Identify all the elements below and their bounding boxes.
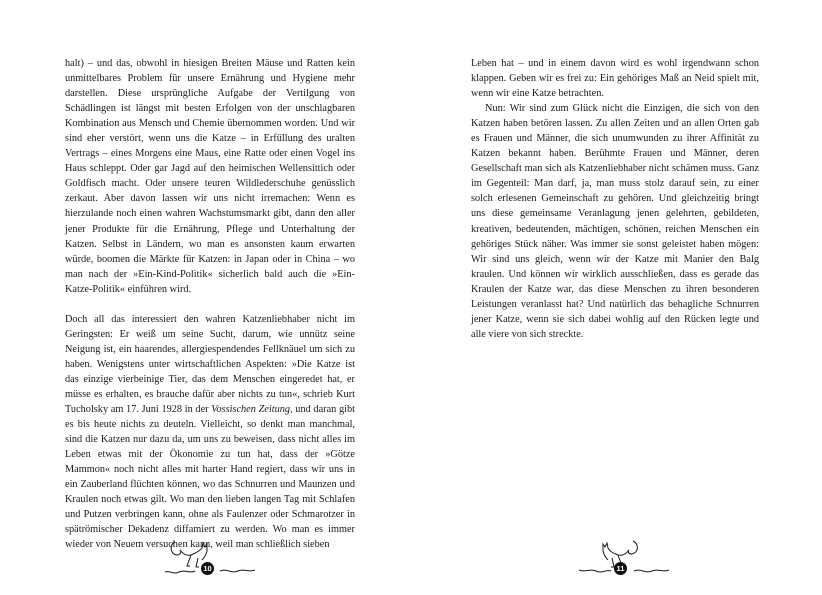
right-page-text: [471, 56, 759, 342]
italic-text-segment: Vossischen Zeitung: [211, 404, 291, 416]
right-page: [411, 0, 822, 595]
right-page-footer: [579, 528, 669, 580]
paragraph: [65, 56, 355, 297]
left-page-footer: [165, 528, 255, 580]
page-number: 10: [201, 562, 214, 575]
text-segment: Leben hat – und in einem davon wird es wohl irgendwann schon klappen. Geben wir es frei zu: Ein gehöriges Maß an Neid spielt mit, wenn wir eine Katze betrachten.: [471, 58, 759, 100]
text-segment: Doch all das interessiert den wahren Katzenliebhaber nicht im Geringsten: Er weiß um seine Sucht, darum, wie unnütz seine Neigung ist, ein haarendes, allergiespendendes Fellknäuel um sich zu haben. Wenigstens unter wirtschaftlichen Aspekten: »Die Katze ist das einzige vierbeinige Tier, das dem Menschen eingeredet hat, er müsse es erhalten, es brauche dafür aber nichts zu tun«, schrieb Kurt Tucholsky am 17. Juni 1928 in der: [65, 313, 355, 416]
paragraph: [471, 101, 759, 342]
paragraph: [65, 312, 355, 553]
text-segment: halt) – und das, obwohl in hiesigen Breiten Mäuse und Ratten kein unmittelbares Problem für unsere Ernährung und Hygiene mehr darstellen. Diese ursprüngliche Aufgabe der Vertilgung von Schädlingen ist längst mit besten Erfolgen von der unschlagbaren Kombination aus Mensch und Chemie übernommen worden. Und wir sind eher verstört, wenn uns die Katze – in Erfüllung des uralten Vertrags – eines Morgens eine Maus, eine Ratte oder einen Vogel ins Haus schleppt. Oder gar Jagd auf den heimischen Wellensittich oder Goldfisch macht. Oder unsere teuren Wildlederschuhe genüsslich zerkaut. Aber davon lassen wir uns nicht irremachen: Wenn es hierzulande noch einen wahren Wachstumsmarkt gibt, dann den aller jener Produkte für die Ernährung, Pflege und Unterhaltung der Katzen. Selbst in Ländern, wo man es ansonsten kaum erwarten würde, boomen die Märkte für Katzen: in Japan oder in China – wo man nach der »Ein-Kind-Politik« sicherlich bald auch die »Ein-Katze-Politik« einführen wird.: [65, 58, 355, 295]
left-page-text: [65, 56, 355, 553]
text-segment: , und daran gibt es bis heute nichts zu deuteln. Vielleicht, so denkt man manchmal, sind die Katzen nur dazu da, um uns zu beweisen, dass nicht alles im Leben etwas mit der Ökonomie zu tun hat, dass der »Götze Mammon« noch nicht alles mit harter Hand regiert, dass wir uns in ein Zauberland flüchten können, wo das Schnurren und Maunzen und Kraulen noch etwas gilt. Wo man den lieben langen Tag mit Schlafen und Putzen verbringen kann, ohne als Faulenzer oder Schmarotzer in spätrömischer Dekadenz diffamiert zu werden. Wo man es immer wieder von Neuem versuchen kann, weil man schließlich sieben: [65, 404, 355, 551]
paragraph: [471, 56, 759, 101]
page-number: 11: [614, 562, 627, 575]
text-segment: Nun: Wir sind zum Glück nicht die Einzigen, die sich von den Katzen haben betören lassen. Zu allen Zeiten und an allen Orten gab es Frauen und Männer, die sich unumwunden zu ihrer Affinität zu Katzen bekannt haben. Berühmte Frauen und Männer, deren Gesellschaft man sich als Katzenliebhaber nicht schämen muss. Ganz im Gegenteil: Man darf, ja, man muss stolz darauf sein, zu einer solch erlesenen Gemeinschaft zu gehören. Und gleichzeitig bringt uns diese gemeinsame Veranlagung jenen gelehrten, gebildeten, kreativen, bedeutenden, mächtigen, schönen, reichen Menschen ein gehöriges Stück näher. Was immer sie sonst geleistet haben mögen: Wir sind uns gleich, wenn wir der Katze mit Manier den Balg kraulen. Und können wir wirklich ausschließen, dass es gerade das Kraulen der Katze war, das diese Menschen zu ihren besonderen Leistungen veranlasst hat? Und natürlich das behagliche Schnurren jener Katze, wenn sie sich dabei wohlig auf den Rücken legte und alle viere von sich streckte.: [471, 103, 759, 340]
